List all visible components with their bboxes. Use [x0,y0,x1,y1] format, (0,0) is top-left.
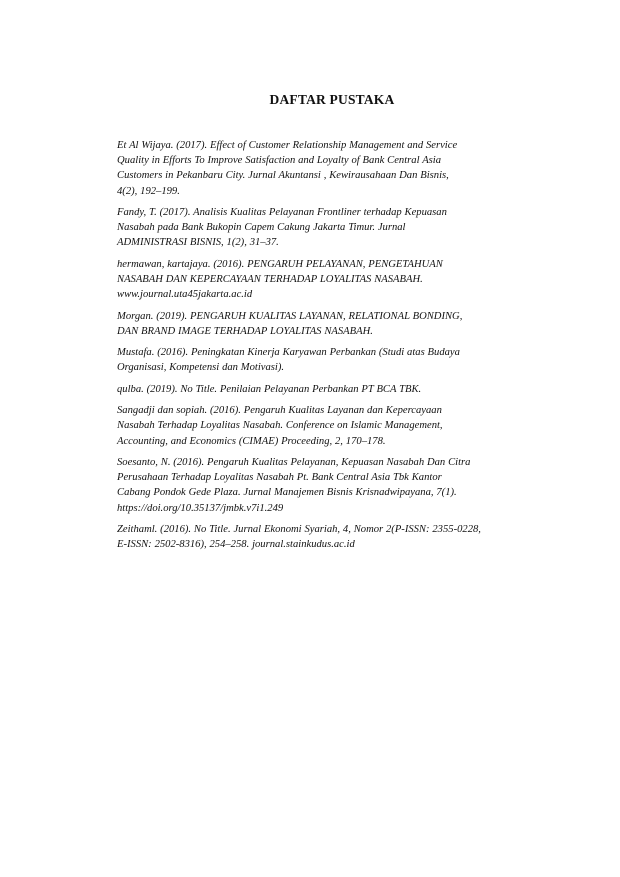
reference-entry [117,309,557,339]
reference-entry [117,455,557,516]
reference-line: Organisasi, Kompetensi dan Motivasi). [117,362,285,374]
reference-line: ADMINISTRASI BISNIS, 1(2), 31–37. [117,237,279,249]
reference-line: NASABAH DAN KEPERCAYAAN TERHADAP LOYALITAS NASABAH. [117,274,423,285]
reference-line: DAN BRAND IMAGE TERHADAP LOYALITAS NASABAH. [117,325,373,337]
reference-line: E-ISSN: 2502-8316), 254–258. journal.stainkudus.ac.id [117,539,355,551]
reference-list [117,138,557,559]
reference-entry [117,522,557,552]
reference-line: Mustafa. (2016). Peningkatan Kinerja Karyawan Perbankan (Studi atas Budaya [117,347,460,359]
reference-line: Nasabah Terhadap Loyalitas Nasabah. Conference on Islamic Management, [117,420,443,432]
reference-line: Customers in Pekanbaru City. Jurnal Akuntansi , Kewirausahaan Dan Bisnis, [117,170,449,182]
reference-line: Et Al Wijaya. (2017). Effect of Customer Relationship Management and Service [117,140,458,151]
reference-line: Accounting, and Economics (CIMAE) Proceeding, 2, 170–178. [117,435,386,447]
reference-line: Quality in Efforts To Improve Satisfaction and Loyalty of Bank Central Asia [117,155,442,167]
reference-line: Cabang Pondok Gede Plaza. Jurnal Manajemen Bisnis Krisnadwipayana, 7(1). [117,487,457,499]
reference-line: Morgan. (2019). PENGARUH KUALITAS LAYANAN, RELATIONAL BONDING, [117,310,463,322]
reference-line: Soesanto, N. (2016). Pengaruh Kualitas Pelayanan, Kepuasan Nasabah Dan Citra [117,456,471,468]
reference-entry [117,403,557,449]
reference-line: 4(2), 192–199. [117,185,180,197]
reference-entry [117,205,557,251]
reference-entry [117,257,557,303]
page-title: DAFTAR PUSTAKA [269,92,395,107]
reference-line: https://doi.org/10.35137/jmbk.v7i1.249 [117,502,284,514]
reference-line: www.journal.uta45jakarta.ac.id [117,289,253,301]
reference-entry [117,382,557,397]
reference-line: hermawan, kartajaya. (2016). PENGARUH PELAYANAN, PENGETAHUAN [117,258,443,270]
reference-line: Sangadji dan sopiah. (2016). Pengaruh Kualitas Layanan dan Kepercayaan [117,405,442,417]
reference-line: Nasabah pada Bank Bukopin Capem Cakung Jakarta Timur. Jurnal [117,222,406,234]
reference-line: Perusahaan Terhadap Loyalitas Nasabah Pt. Bank Central Asia Tbk Kantor [117,472,442,484]
reference-entry [117,345,557,375]
reference-entry [117,138,557,199]
reference-line: Zeithaml. (2016). No Title. Jurnal Ekonomi Syariah, 4, Nomor 2(P-ISSN: 2355-0228, [117,523,481,535]
reference-line: qulba. (2019). No Title. Penilaian Pelayanan Perbankan PT BCA TBK. [117,383,422,395]
reference-line: Fandy, T. (2017). Analisis Kualitas Pelayanan Frontliner terhadap Kepuasan [117,207,447,218]
